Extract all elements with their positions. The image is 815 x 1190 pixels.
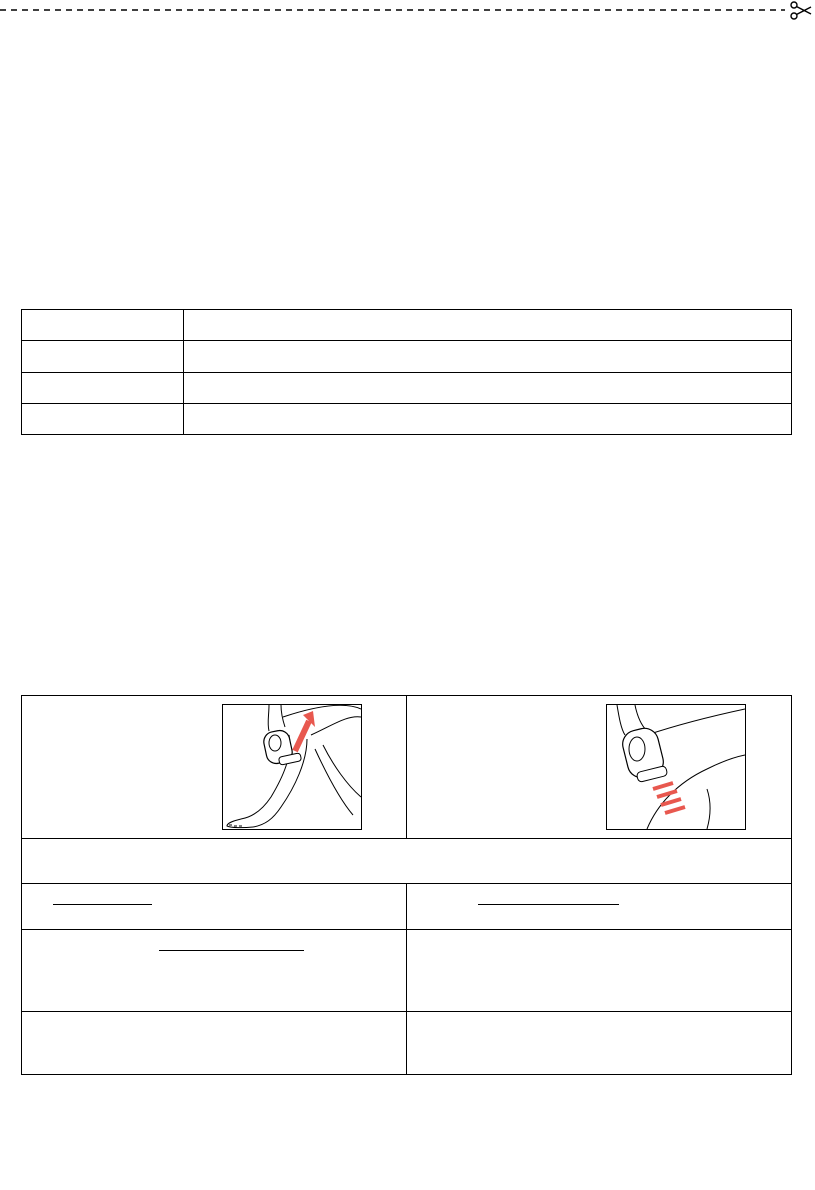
table-cell: [407, 1011, 792, 1074]
table-row: [22, 372, 792, 403]
table-cell: [22, 341, 184, 372]
table-cell: [22, 929, 407, 1011]
method-table: [21, 695, 792, 1075]
table-row: [22, 403, 792, 434]
table-cell: [22, 372, 184, 403]
table-cell: [22, 403, 184, 434]
leg-epilation-illustration: [222, 704, 362, 830]
table-cell: [407, 929, 792, 1011]
table-cell: [22, 696, 407, 839]
info-table: [21, 309, 792, 435]
table-cell: [184, 341, 792, 372]
table-cell: [22, 884, 407, 929]
table-row: [22, 1011, 792, 1074]
table-cell: [22, 1011, 407, 1074]
underline-rule: [478, 904, 619, 905]
table-cell: [184, 403, 792, 434]
table-cell: [184, 372, 792, 403]
underline-rule: [159, 950, 304, 951]
table-row: [22, 310, 792, 341]
table-cell: [184, 310, 792, 341]
knee-epilation-illustration: [606, 704, 746, 830]
scissors-icon: [791, 2, 811, 19]
table-cell: [22, 310, 184, 341]
table-row: [22, 696, 792, 839]
table-row: [22, 929, 792, 1011]
cut-line: [0, 0, 815, 20]
table-row: [22, 341, 792, 372]
table-cell: [407, 696, 792, 839]
underline-rule: [53, 904, 152, 905]
table-cell: [22, 839, 792, 884]
table-cell: [407, 884, 792, 929]
table-row: [22, 839, 792, 884]
table-row: [22, 884, 792, 929]
